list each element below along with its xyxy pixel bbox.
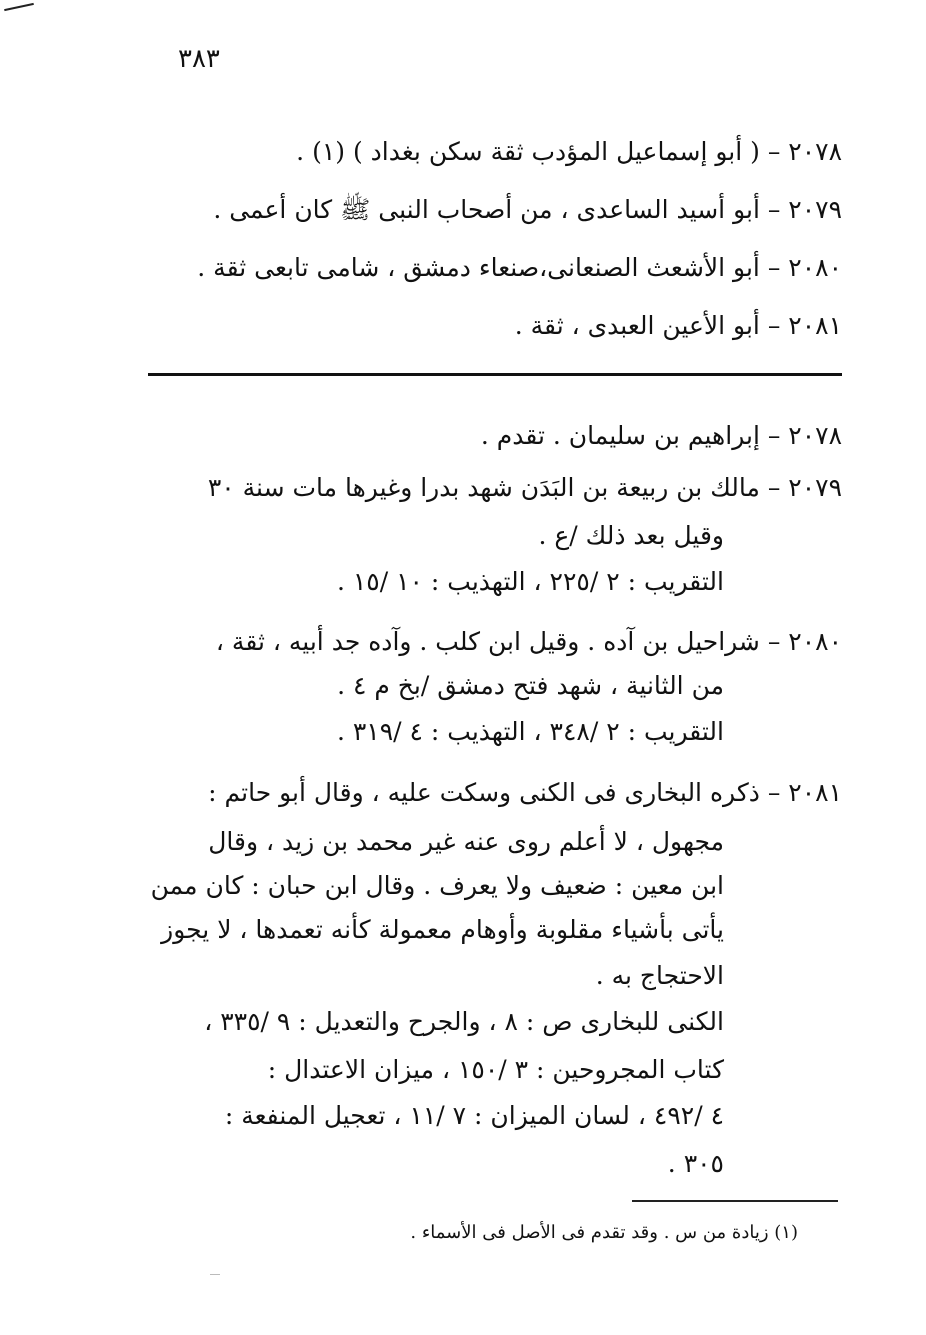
main-entry-2078: ٢٠٧٨ – ( أبو إسماعيل المؤدب ثقة سكن بغداد ) (١) . [296,137,842,166]
footnote: (١) زيادة من س . وقد تقدم فى الأصل فى الأسماء . [410,1222,798,1243]
note-2081-line-3: ابن معين : ضعيف ولا يعرف . وقال ابن حبان : كان ممن [150,871,724,900]
note-2080-reference: التقريب : ٢ /٣٤٨ ، التهذيب : ٤ /٣١٩ . [336,717,724,746]
note-2079-line-1: ٢٠٧٩ – مالك بن ربيعة بن البَدَن شهد بدرا وغيرها مات سنة ٣٠ [207,473,842,502]
footnote-rule [632,1200,838,1202]
section-divider [148,373,842,376]
corner-pen-mark [4,3,34,11]
main-entry-2079: ٢٠٧٩ – أبو أسيد الساعدى ، من أصحاب النبى ﷺ كان أعمى . [213,195,842,224]
note-2081-line-1: ٢٠٨١ – ذكره البخارى فى الكنى وسكت عليه ، وقال أبو حاتم : [208,778,842,807]
note-2081-reference-2: كتاب المجروحين : ٣ /١٥٠ ، ميزان الاعتدال : [267,1055,724,1084]
page-number: ٣٨٣ [178,44,220,74]
note-2081-line-5: الاحتجاج به . [595,961,724,990]
main-entry-2080: ٢٠٨٠ – أبو الأشعث الصنعانى،صنعاء دمشق ، شامى تابعى ثقة . [197,253,842,282]
scan-speck [210,1274,220,1275]
main-entry-2081: ٢٠٨١ – أبو الأعين العبدى ، ثقة . [514,311,842,340]
note-2079-line-2: وقيل بعد ذلك /ع . [538,521,724,550]
note-2080-line-2: من الثانية ، شهد فتح دمشق /بخ م ٤ . [337,671,724,700]
note-2081-reference-1: الكنى للبخارى ص : ٨ ، والجرح والتعديل : ٩ /٣٣٥ ، [204,1007,724,1036]
note-2081-line-4: يأتى بأشياء مقلوبة وأوهام معمولة كأنه تعمدها ، لا يجوز [161,915,724,944]
note-2078: ٢٠٧٨ – إبراهيم بن سليمان . تقدم . [480,421,842,450]
note-2081-line-2: مجهول ، لا أعلم روى عنه غير محمد بن زيد ، وقال [208,827,724,856]
note-2079-reference: التقريب : ٢ /٢٢٥ ، التهذيب : ١٠ /١٥ . [336,567,724,596]
note-2080-line-1: ٢٠٨٠ – شراحيل بن آده . وقيل ابن كلب . وآده جد أبيه ، ثقة ، [215,627,842,656]
note-2081-reference-4: ٣٠٥ . [667,1149,724,1178]
note-2081-reference-3: ٤ /٤٩٢ ، لسان الميزان : ٧ /١١ ، تعجيل المنفعة : [224,1101,724,1130]
